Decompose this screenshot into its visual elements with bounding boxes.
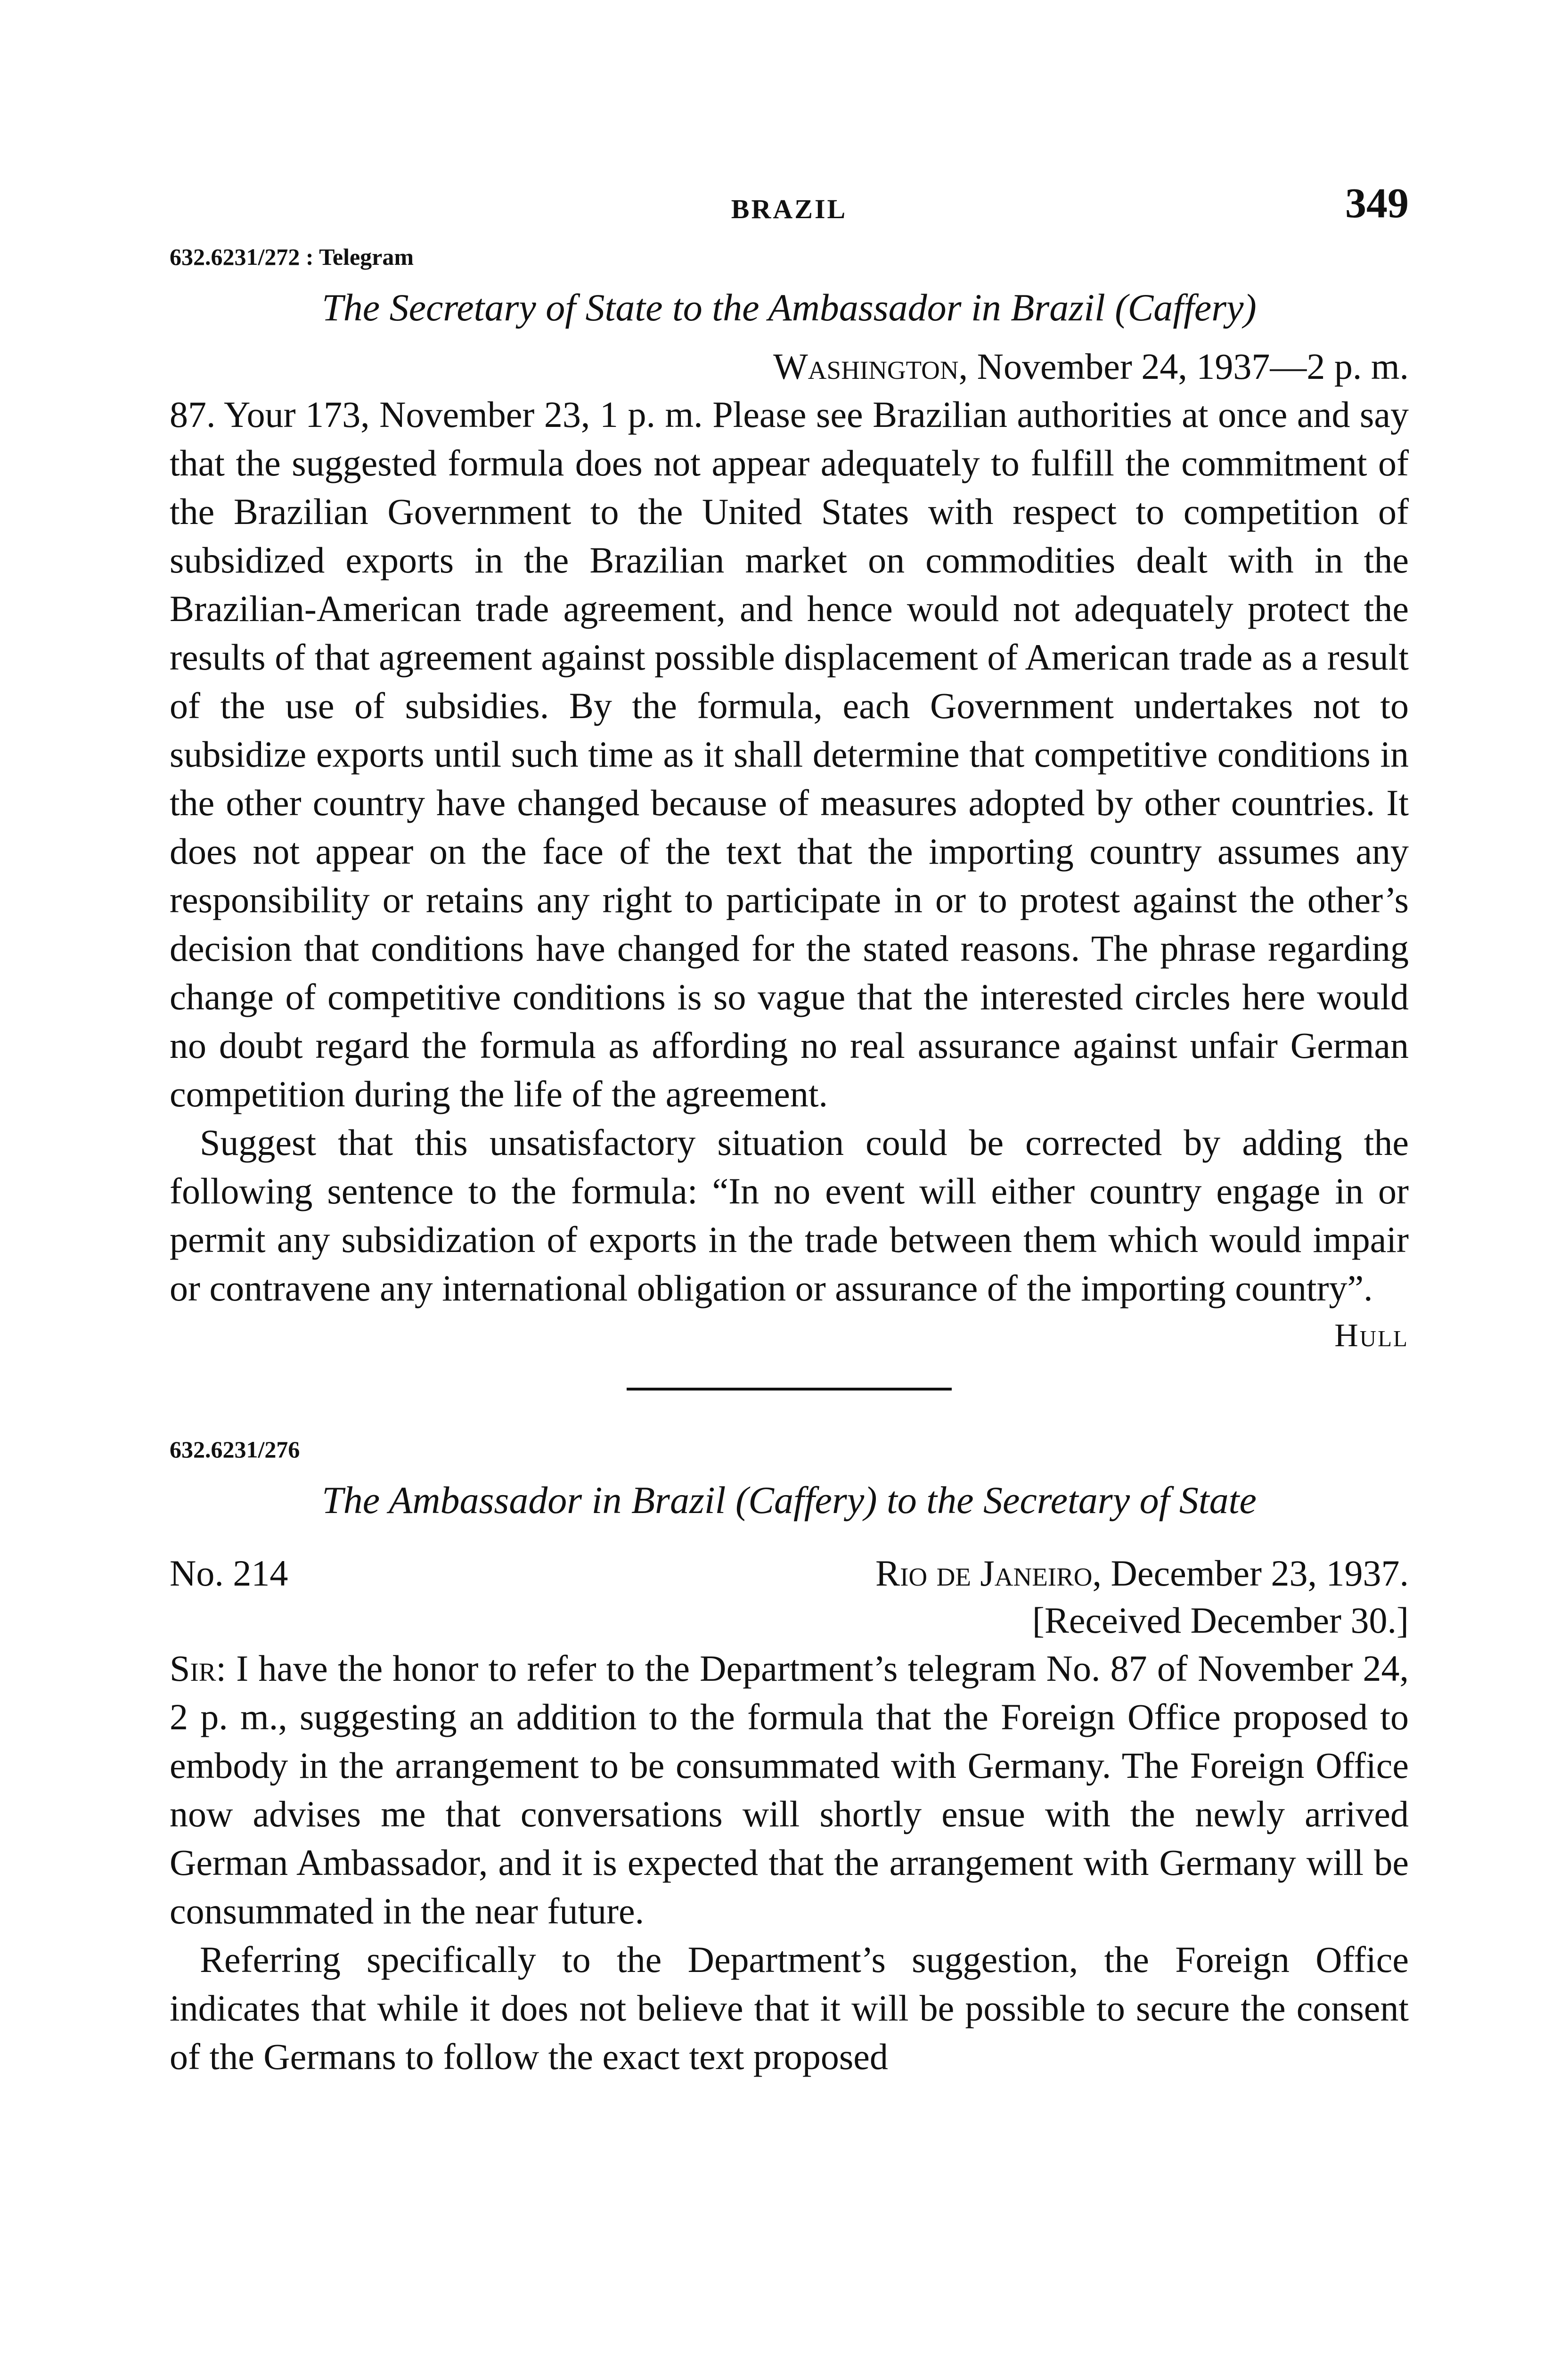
dateline [875,1550,1409,1597]
signature: Hull [1334,1317,1409,1354]
section-divider [627,1388,952,1391]
running-header [170,179,1409,236]
document-number-line [170,1550,1409,1597]
dateline-place: Washington [773,346,959,387]
despatch-document [170,1433,1409,2081]
file-reference: 632.6231/276 [170,1436,300,1463]
document-heading: The Ambassador in Brazil (Caffery) to the Secretary of State [322,1479,1257,1522]
dateline-date: , November 24, 1937—2 p. m. [958,346,1409,387]
telegram-paragraph: Suggest that this unsatisfactory situation could be corrected by adding the following sentence to the formula: “In no event will either country engage in or permit any subsidization of exports in the trade between them which would impair or contravene any international obligation or assurance of the importing country”. [170,1122,1409,1309]
dateline-date: , December 23, 1937. [1092,1553,1409,1594]
document-page [170,179,1409,2081]
running-title: BRAZIL [731,194,848,224]
despatch-paragraph: Referring specifically to the Department’s suggestion, the Foreign Office indicates that while it does not believe that it will be possible to secure the consent of the Germans to follow the exact text proposed [170,1939,1409,2077]
telegram-paragraph: 87. Your 173, November 23, 1 p. m. Please see Brazilian authorities at once and say that the suggested formula does not appear adequately to fulfill the commitment of the Brazilian Government to the United States with respect to competition of subsidized exports in the Brazilian market on commodities dealt with in the Brazilian-American trade agreement, and hence would not adequately protect the results of that agreement against possible displacement of American trade as a result of the use of subsidies. By the formula, each Government undertakes not to subsidize exports until such time as it shall determine that competitive conditions in the other country have changed because of measures adopted by other countries. It does not appear on the face of the text that the importing country assumes any responsibility or retains any right to participate in or to protest against the other’s decision that conditions have changed for the stated reasons. The phrase regarding change of competitive conditions is so vague that the interested circles here would no doubt regard the formula as affording no real assurance against unfair German competition during the life of the agreement. [170,394,1409,1114]
received-date: [Received December 30.] [1032,1600,1409,1641]
telegram-document [170,240,1409,1359]
salutation: Sir [170,1648,216,1689]
dateline [170,343,1409,390]
file-reference: 632.6231/272 : Telegram [170,244,414,270]
page-number: 349 [1345,180,1409,227]
document-heading: The Secretary of State to the Ambassador in Brazil (Caffery) [322,286,1257,329]
despatch-paragraph [170,1644,1409,1935]
despatch-paragraph-text: : I have the honor to refer to the Department’s telegram No. 87 of November 24, 2 p. m., suggesting an addition to the formula that the Foreign Office proposed to embody in the arrangement to be consummated with Germany. The Foreign Office now advises me that conversations will shortly ensue with the newly arrived German Ambassador, and it is expected that the arrangement with Germany will be consummated in the near future. [170,1648,1409,1931]
document-number: No. 214 [170,1553,288,1594]
dateline-place: Rio de Janeiro [875,1553,1093,1594]
